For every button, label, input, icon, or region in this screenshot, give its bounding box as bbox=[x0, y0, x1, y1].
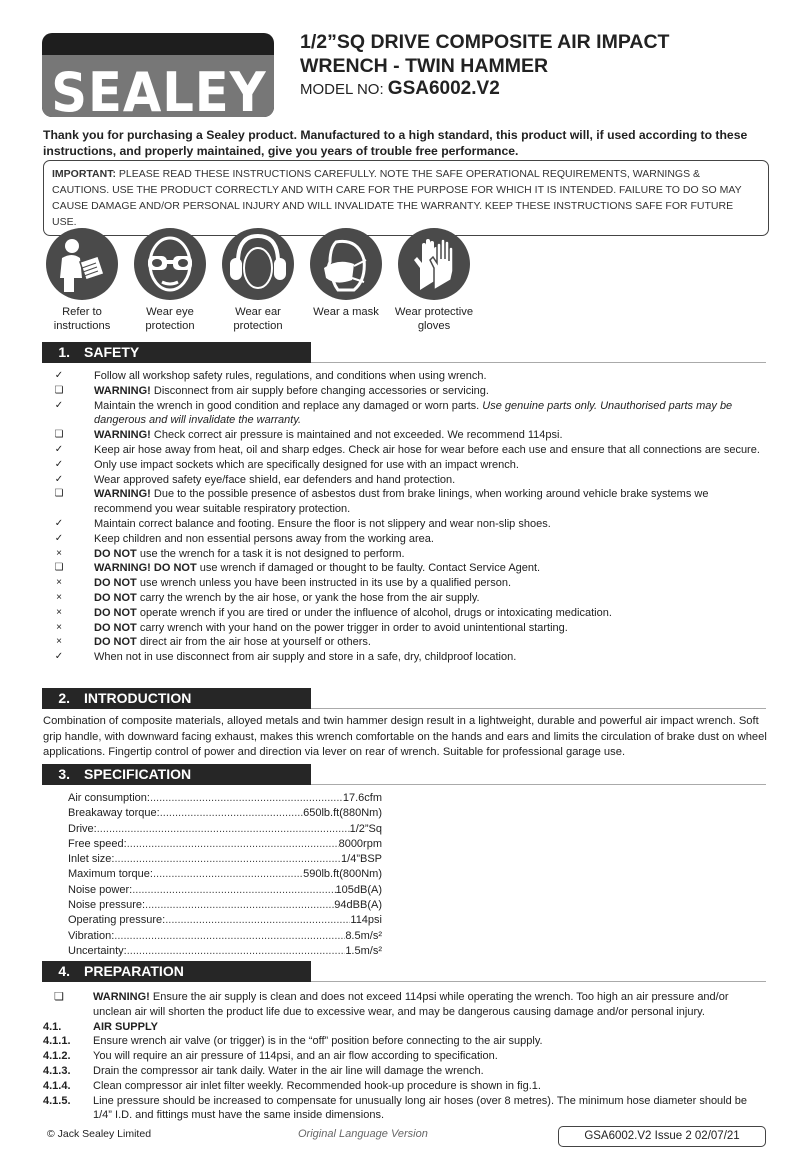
safety-item: × DO NOT carry wrench with your hand on the power trigger in order to avoid unintentional starting. bbox=[52, 621, 760, 636]
section-introduction-heading: 2. INTRODUCTION bbox=[42, 688, 311, 709]
divider bbox=[311, 362, 766, 363]
spec-value: 1/2”Sq bbox=[349, 822, 382, 835]
spec-value: 1.5m/s² bbox=[345, 944, 382, 957]
spec-key: Operating pressure: bbox=[68, 914, 166, 927]
bullet-icon: ✓ bbox=[54, 517, 64, 529]
brand-text: SEALEY bbox=[51, 61, 267, 117]
bullet-icon: × bbox=[56, 577, 62, 589]
bullet-icon: ✓ bbox=[54, 370, 64, 381]
bullet-icon: ✓ bbox=[54, 532, 64, 544]
spec-row bbox=[68, 852, 382, 867]
icon-gloves: Wear protective gloves bbox=[394, 228, 474, 333]
spec-key: Inlet size: bbox=[68, 853, 115, 866]
ear-protection-icon bbox=[222, 228, 294, 300]
bullet-icon: ❏ bbox=[54, 562, 64, 574]
issue-box: GSA6002.V2 Issue 2 02/07/21 bbox=[558, 1126, 766, 1147]
safety-item: × DO NOT direct air from the air hose at yourself or others. bbox=[52, 635, 760, 650]
safety-item: ✓ Maintain the wrench in good condition and replace any damaged or worn parts. Use genuine parts only. Unauthorised parts may be dangerous and will invalidate the warranty. bbox=[52, 399, 760, 429]
spec-value: 94dBB(A) bbox=[334, 899, 382, 912]
spec-key: Maximum torque: bbox=[68, 868, 153, 881]
spec-key: Air consumption: bbox=[68, 792, 150, 804]
product-title: 1/2”SQ DRIVE COMPOSITE AIR IMPACT WRENCH - TWIN HAMMER bbox=[300, 31, 670, 77]
divider bbox=[311, 784, 766, 785]
sealey-logo bbox=[42, 33, 274, 117]
bullet-icon: × bbox=[56, 636, 62, 648]
thank-you-text: Thank you for purchasing a Sealey product. Manufactured to a high standard, this product will, if used according to these instructions, and properly maintained, give you years of trouble free performance. bbox=[43, 128, 748, 158]
safety-item: ❏ WARNING! DO NOT use wrench if damaged or thought to be faulty. Contact Service Agent. bbox=[52, 561, 760, 576]
safety-item: ✓ Wear approved safety eye/face shield, ear defenders and hand protection. bbox=[52, 473, 760, 488]
icon-mask: Wear a mask bbox=[306, 228, 386, 319]
important-notice: IMPORTANT: PLEASE READ THESE INSTRUCTIONS CAREFULLY. NOTE THE SAFE OPERATIONAL REQUIREMENTS, WARNINGS & CAUTIONS. USE THE PRODUCT CORRECTLY AND WITH CARE FOR THE PURPOSE FOR WHICH IT IS INTENDED. FAILURE TO DO SO MAY CAUSE DAMAGE AND/OR PERSONAL INJURY AND WILL INVALIDATE THE WARRANTY. KEEP THESE INSTRUCTIONS SAFE FOR FUTURE USE. bbox=[43, 160, 769, 236]
safety-item: ✓ Follow all workshop safety rules, regulations, and conditions when using wrench. bbox=[52, 369, 760, 384]
spec-row bbox=[68, 822, 382, 837]
safety-item: ❏ WARNING! Check correct air pressure is maintained and not exceeded. We recommend 114psi. bbox=[52, 428, 760, 443]
bullet-icon: ✓ bbox=[54, 458, 64, 470]
spec-key: Drive: bbox=[68, 822, 97, 835]
eye-protection-icon bbox=[134, 228, 206, 300]
safety-item: ✓ Only use impact sockets which are specifically designed for use with an impact wrench. bbox=[52, 458, 760, 473]
section-safety-heading: 1. SAFETY bbox=[42, 342, 311, 363]
icon-eye-protection: Wear eye protection bbox=[130, 228, 210, 333]
bullet-icon: ❏ bbox=[54, 429, 64, 441]
spec-value: 105dB(A) bbox=[335, 883, 382, 896]
bullet-icon: ✓ bbox=[54, 399, 64, 411]
preparation-content bbox=[43, 990, 763, 1123]
spec-row bbox=[68, 867, 382, 882]
section-specification-heading: 3. SPECIFICATION bbox=[42, 764, 311, 785]
safety-item: ✓ When not in use disconnect from air supply and store in a safe, dry, childproof location. bbox=[52, 650, 760, 665]
spec-row bbox=[68, 806, 382, 821]
model-number: MODEL NO: GSA6002.V2 bbox=[300, 78, 500, 99]
language-version: Original Language Version bbox=[298, 1128, 428, 1140]
safety-item: × DO NOT carry the wrench by the air hose, or yank the hose from the air supply. bbox=[52, 591, 760, 606]
safety-item: × DO NOT operate wrench if you are tired or under the influence of alcohol, drugs or intoxicating medication. bbox=[52, 606, 760, 621]
bullet-icon: × bbox=[56, 547, 62, 559]
preparation-step: 4.1.5. Line pressure should be increased to compensate for unusually long air hoses (over 8 metres). The minimum hose diameter should be 1/4” I.D. and fittings must have the same inside dimensions. bbox=[43, 1094, 748, 1122]
spec-row bbox=[68, 944, 382, 959]
preparation-step: 4.1.2. You will require an air pressure of 114psi, and an air flow according to specification. bbox=[43, 1050, 498, 1063]
bullet-icon: ✓ bbox=[54, 443, 64, 455]
safety-item: ❏ WARNING! Due to the possible presence of asbestos dust from brake linings, when working around vehicle brake systems we recommend you wear suitable respiratory protection. bbox=[52, 487, 760, 517]
spec-row bbox=[68, 837, 382, 852]
preparation-step: 4.1.1. Ensure wrench air valve (or trigger) is in the “off” position before connecting to the air supply. bbox=[43, 1035, 543, 1048]
spec-value: 114psi bbox=[350, 914, 382, 927]
spec-key: Vibration: bbox=[68, 929, 115, 942]
spec-value: 8.5m/s² bbox=[345, 929, 382, 942]
bullet-icon: × bbox=[56, 621, 62, 633]
copyright: © Jack Sealey Limited bbox=[47, 1128, 152, 1140]
spec-value: 1/4”BSP bbox=[341, 853, 382, 866]
divider bbox=[311, 708, 766, 709]
spec-row bbox=[68, 791, 382, 806]
icon-refer-instructions: Refer to instructions bbox=[42, 228, 122, 333]
preparation-warning: ❏ WARNING! Ensure the air supply is clean and does not exceed 114psi while operating the wrench. Too high an air pressure and/or unclean air will shorten the product life due to excessive wear, and may be dangerous causing damage and/or personal injury. bbox=[54, 991, 729, 1018]
safety-item: ✓ Maintain correct balance and footing. Ensure the floor is not slippery and wear non-slip shoes. bbox=[52, 517, 760, 532]
spec-row bbox=[68, 913, 382, 928]
safety-item: × DO NOT use wrench unless you have been instructed in its use by a qualified person. bbox=[52, 576, 760, 591]
preparation-step: 4.1.3. Drain the compressor air tank daily. Water in the air line will damage the wrench. bbox=[43, 1064, 484, 1077]
spec-value: 17.6cfm bbox=[342, 792, 382, 804]
spec-key: Noise power: bbox=[68, 883, 133, 896]
gloves-icon bbox=[398, 228, 470, 300]
safety-list bbox=[52, 369, 760, 665]
mask-icon bbox=[310, 228, 382, 300]
spec-row bbox=[68, 883, 382, 898]
bullet-icon: ❏ bbox=[54, 384, 64, 396]
divider bbox=[311, 981, 766, 982]
safety-item: ✓ Keep air hose away from heat, oil and sharp edges. Check air hose for wear before each use and ensure that all connections are secure. bbox=[52, 443, 760, 458]
safety-item: ❏ WARNING! Disconnect from air supply before changing accessories or servicing. bbox=[52, 384, 760, 399]
bullet-icon: ✓ bbox=[54, 473, 64, 485]
bullet-icon: × bbox=[56, 606, 62, 618]
spec-value: 590lb.ft(800Nm) bbox=[303, 868, 382, 881]
bullet-icon: × bbox=[56, 591, 62, 603]
icon-ear-protection: Wear ear protection bbox=[218, 228, 298, 333]
preparation-step: 4.1.4. Clean compressor air inlet filter weekly. Recommended hook-up procedure is shown in fig.1. bbox=[43, 1079, 541, 1092]
safety-item: × DO NOT use the wrench for a task it is not designed to perform. bbox=[52, 547, 760, 562]
spec-value: 650lb.ft(880Nm) bbox=[303, 807, 382, 820]
safety-item: ✓ Keep children and non essential persons away from the working area. bbox=[52, 532, 760, 547]
spec-key: Free speed: bbox=[68, 837, 127, 850]
bullet-icon: ❏ bbox=[54, 488, 64, 500]
bullet-icon: ✓ bbox=[54, 651, 64, 663]
spec-key: Breakaway torque: bbox=[68, 807, 160, 820]
book-reader-icon bbox=[46, 228, 118, 300]
checkbox-icon: ❏ bbox=[54, 991, 64, 1003]
preparation-step: 4.1. AIR SUPPLY bbox=[43, 1020, 159, 1033]
spec-row bbox=[68, 898, 382, 913]
introduction-text: Combination of composite materials, alloyed metals and twin hammer design result in a lightweight, durable and powerful air impact wrench. Soft grip handle, with downward facing exhaust, makes this wrench comfortable on the hands and ears and limits the circulation of brake dust on wheel applications. Fingertip control of power and direction via lever on rear of wrench. Suitable for professional garage use. bbox=[43, 715, 767, 758]
spec-row bbox=[68, 929, 382, 944]
spec-key: Uncertainty: bbox=[68, 944, 127, 957]
section-preparation-heading: 4. PREPARATION bbox=[42, 961, 311, 982]
spec-value: 8000rpm bbox=[338, 837, 382, 850]
spec-key: Noise pressure: bbox=[68, 899, 146, 912]
specification-list bbox=[68, 791, 382, 959]
